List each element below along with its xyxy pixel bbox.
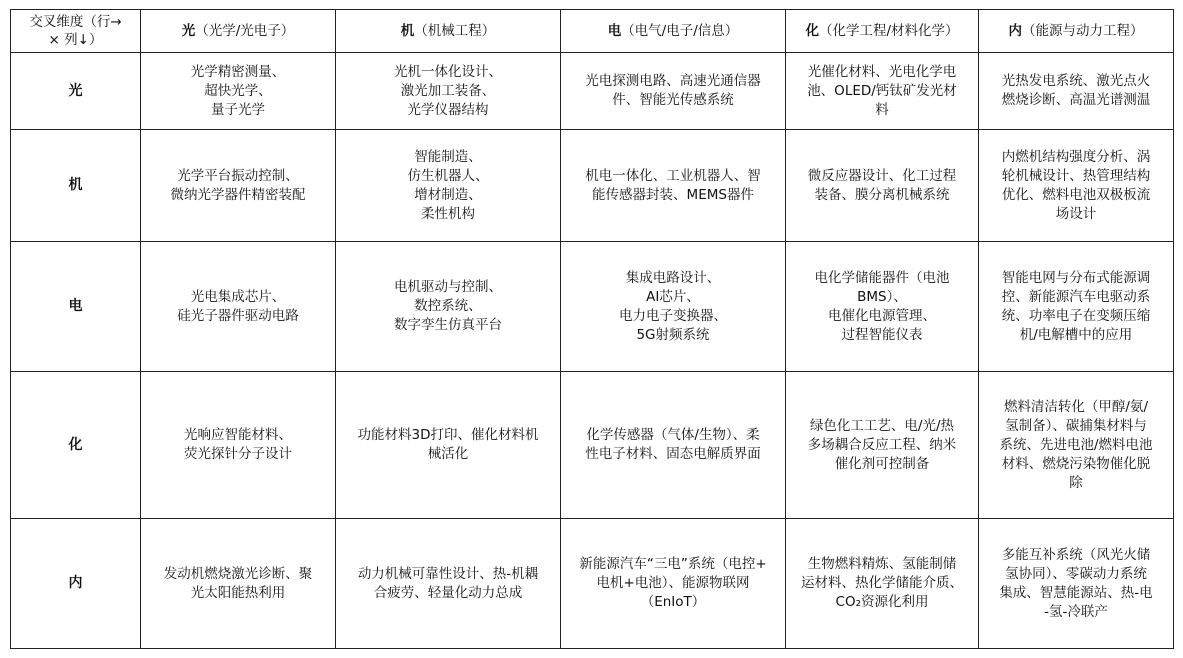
cell-text-line: 电机驱动与控制、 (394, 279, 502, 295)
column-header (336, 10, 561, 53)
column-desc: （机械工程） (414, 22, 496, 39)
cell-text-line: 氢制备）、碳捕集材料与 (1005, 417, 1147, 434)
cell-text-line: 化学传感器（气体/生物）、柔 (586, 427, 760, 443)
cell-text-line: 数控系统、 (414, 298, 482, 314)
cell-text-line: 发动机燃烧激光诊断、聚 (163, 565, 313, 582)
table-cell (786, 130, 979, 242)
cell-text-line: 装备、膜分离机械系统 (814, 186, 950, 203)
column-key: 光 (181, 22, 196, 39)
cell-text-line: 统、功率电子在变频压缩 (1001, 307, 1151, 324)
cell-text-line: 轮机械设计、热管理结构 (1001, 167, 1151, 184)
cell-text-line: -氢-冷联产 (1044, 603, 1108, 620)
cell-text-line: 光响应智能材料、 (184, 427, 292, 443)
row-header: 光 (11, 53, 141, 130)
cell-text-line: 柔性机构 (421, 205, 475, 222)
cell-text-line: 过程智能仪表 (841, 326, 923, 343)
cell-text-line: 场设计 (1055, 205, 1097, 222)
cell-text-line: （EnIoT） (640, 594, 706, 610)
table-cell (141, 519, 336, 649)
table-cell (786, 242, 979, 372)
corner-line-2: × 列↓） (48, 32, 103, 48)
table-row (11, 519, 1174, 649)
cell-text-line: AI芯片、 (646, 288, 700, 305)
table-cell (141, 130, 336, 242)
cell-text-line: 光太阳能热利用 (190, 584, 286, 601)
cell-text-line: 生物燃料精炼、氢能制储 (807, 556, 957, 572)
table-cell (979, 130, 1174, 242)
cell-text-line: 多场耦合反应工程、纳米 (807, 436, 957, 453)
table-row (11, 372, 1174, 519)
cell-text-line: 料 (875, 101, 889, 118)
cell-text-line: 合疲劳、轻量化动力总成 (373, 584, 523, 601)
cell-text-line: 系统、先进电池/燃料电池 (999, 436, 1153, 453)
column-key: 电 (607, 22, 622, 39)
cell-text-line: 激光加工装备、 (400, 82, 496, 99)
cell-text-line: 荧光探针分子设计 (184, 446, 292, 462)
table-cell (561, 53, 786, 130)
cell-text-line: 电催化电源管理、 (828, 307, 936, 324)
cell-text-line: 件、智能光传感系统 (612, 92, 734, 108)
cell-text-line: 量子光学 (211, 101, 265, 118)
cell-text-line: 运材料、热化学储能介质、 (801, 575, 963, 591)
table-cell (979, 53, 1174, 130)
table-row (11, 53, 1174, 130)
cell-text-line: 燃烧诊断、高温光谱测温 (1001, 92, 1151, 108)
table-cell (336, 130, 561, 242)
cell-text-line: 池、OLED/钙钛矿发光材 (807, 82, 957, 99)
table-cell (561, 130, 786, 242)
cell-text-line: 材料、燃烧污染物催化脱 (1001, 455, 1151, 472)
cell-text-line: 电力电子变换器、 (619, 307, 727, 324)
cell-text-line: 功能材料3D打印、催化材料机 (357, 427, 539, 443)
row-header: 电 (11, 242, 141, 372)
table-cell (786, 519, 979, 649)
table-cell (979, 242, 1174, 372)
cell-text-line: 光催化材料、光电化学电 (807, 63, 957, 80)
row-header: 内 (11, 519, 141, 649)
table-cell (336, 53, 561, 130)
cell-text-line: 机电一体化、工业机器人、智 (585, 167, 761, 184)
table-row (11, 130, 1174, 242)
cell-text-line: 集成电路设计、 (625, 269, 721, 286)
table-cell (336, 519, 561, 649)
table-cell (561, 372, 786, 519)
column-desc: （电气/电子/信息） (621, 22, 739, 39)
cell-text-line: 光热发电系统、激光点火 (1001, 73, 1151, 89)
cell-text-line: 优化、燃料电池双极板流 (1001, 186, 1151, 203)
table-cell (336, 372, 561, 519)
cell-text-line: 光机一体化设计、 (394, 63, 502, 80)
table-cell (979, 372, 1174, 519)
column-header (141, 10, 336, 53)
cell-text-line: 微反应器设计、化工过程 (807, 167, 957, 184)
corner-line-1: 交叉维度（行→ (29, 14, 122, 30)
cell-text-line: 绿色化工工艺、电/光/热 (809, 417, 955, 434)
table-cell (561, 242, 786, 372)
cell-text-line: 内燃机结构强度分析、涡 (1001, 148, 1151, 165)
cell-text-line: 控、新能源汽车电驱动系 (1001, 288, 1151, 305)
cell-text-line: 能传感器封装、MEMS器件 (592, 186, 754, 203)
cell-text-line: 仿生机器人、 (407, 167, 489, 184)
cell-text-line: 5G射频系统 (636, 326, 710, 343)
cell-text-line: 光学平台振动控制、 (177, 167, 299, 184)
column-desc: （光学/光电子） (195, 22, 295, 39)
table-body (11, 53, 1174, 649)
cell-text-line: 氢协同）、零碳动力系统 (1005, 565, 1147, 582)
cell-text-line: CO₂资源化利用 (835, 594, 929, 610)
cell-text-line: 动力机械可靠性设计、热-机耦 (357, 565, 539, 582)
table-cell (786, 372, 979, 519)
cell-text-line: 械活化 (427, 446, 469, 462)
cell-text-line: 性电子材料、固态电解质界面 (585, 446, 761, 462)
column-key: 机 (400, 22, 415, 39)
table-cell (141, 53, 336, 130)
table-cell (979, 519, 1174, 649)
cell-text-line: 智能制造、 (414, 148, 482, 165)
cell-text-line: 数字孪生仿真平台 (394, 317, 502, 333)
cell-text-line: BMS）、 (857, 288, 907, 305)
cell-text-line: 光学仪器结构 (407, 101, 489, 118)
row-header: 化 (11, 372, 141, 519)
cell-text-line: 燃料清洁转化（甲醇/氨/ (1003, 398, 1149, 415)
column-key: 化 (805, 22, 819, 39)
cell-text-line: 增材制造、 (414, 186, 482, 203)
table-cell (561, 519, 786, 649)
cell-text-line: 催化剂可控制备 (834, 455, 930, 472)
table-container (10, 9, 1174, 649)
cell-text-line: 超快光学、 (204, 82, 272, 99)
cell-text-line: 光学精密测量、 (190, 63, 286, 80)
column-desc: （化学工程/材料化学） (818, 22, 959, 39)
cell-text-line: 光电探测电路、高速光通信器 (585, 73, 761, 89)
column-desc: （能源与动力工程） (1022, 22, 1144, 39)
cross-discipline-matrix (10, 9, 1174, 649)
cell-text-line: 电机+电池）、能源物联网 (596, 575, 750, 591)
table-cell (141, 242, 336, 372)
column-key: 内 (1008, 22, 1022, 39)
column-header (786, 10, 979, 53)
table-cell (786, 53, 979, 130)
cell-text-line: 多能互补系统（风光火储 (1001, 546, 1151, 563)
cell-text-line: 机/电解槽中的应用 (1019, 326, 1133, 343)
column-header (561, 10, 786, 53)
table-row (11, 242, 1174, 372)
row-header: 机 (11, 130, 141, 242)
cell-text-line: 新能源汽车“三电”系统（电控+ (579, 556, 767, 572)
cell-text-line: 集成、智慧能源站、热-电 (999, 584, 1153, 601)
corner-cell (11, 10, 141, 53)
cell-text-line: 硅光子器件驱动电路 (177, 307, 299, 324)
table-cell (141, 372, 336, 519)
cell-text-line: 光电集成芯片、 (190, 288, 286, 305)
cell-text-line: 电化学储能器件（电池 (814, 269, 950, 286)
column-header (979, 10, 1174, 53)
table-cell (336, 242, 561, 372)
cell-text-line: 微纳光学器件精密装配 (170, 186, 306, 203)
cell-text-line: 智能电网与分布式能源调 (1001, 269, 1151, 286)
cell-text-line: 除 (1069, 474, 1083, 491)
header-row (11, 10, 1174, 53)
